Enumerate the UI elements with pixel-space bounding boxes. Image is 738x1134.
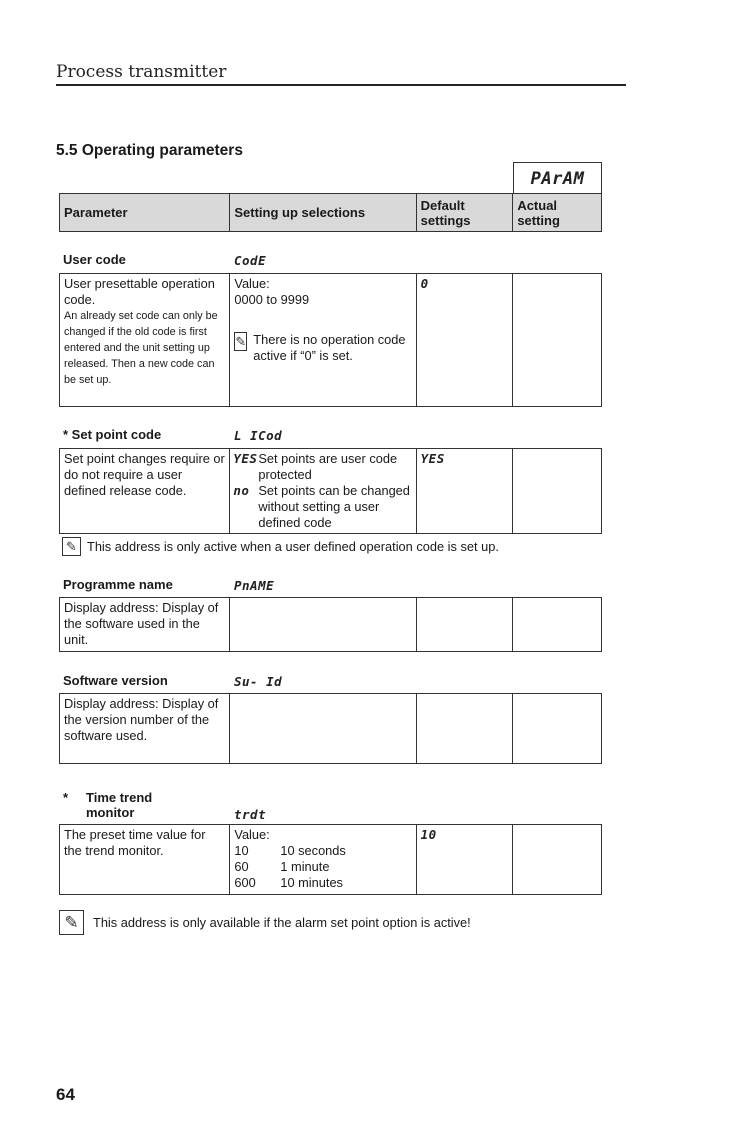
software-version-description: Display address: Display of the version number of the software used. <box>60 694 230 763</box>
header-actual: Actual setting <box>517 197 560 228</box>
set-point-code-note <box>62 537 499 556</box>
programme-name-row <box>59 597 602 652</box>
software-version-label-row <box>59 673 602 691</box>
table-header <box>59 193 602 232</box>
set-point-code-description: Set point changes require or do not require a user defined release code. <box>60 449 230 533</box>
user-code-default: 0 <box>417 274 514 406</box>
time-trend-value-row: 10 10 seconds <box>234 843 346 858</box>
option-no <box>233 483 415 531</box>
time-trend-display-code: trdt <box>234 807 267 822</box>
option-no-text: Set points can be changed without setting a user defined code <box>258 483 410 530</box>
section-title: 5.5 Operating parameters <box>56 142 243 159</box>
programme-name-display-code: PnAME <box>234 578 275 593</box>
time-trend-star: * <box>63 790 69 805</box>
time-trend-actual <box>513 825 601 894</box>
user-code-setting <box>230 274 416 406</box>
option-no-key: no <box>233 483 250 498</box>
note-pencil-icon: ✎ <box>59 910 84 935</box>
set-point-code-row <box>59 448 602 534</box>
time-trend-setting <box>230 825 416 894</box>
param-tag-code: PArAM <box>530 168 585 189</box>
option-yes-key: YES <box>233 451 258 466</box>
time-trend-default: 10 <box>417 825 514 894</box>
footer-note <box>59 910 471 935</box>
user-code-label: User code <box>63 252 126 267</box>
programme-name-label: Programme name <box>63 577 173 592</box>
user-code-value-range: 0000 to 9999 <box>234 292 310 307</box>
user-code-label-row <box>59 252 602 270</box>
software-version-label: Software version <box>63 673 168 688</box>
time-trend-value-row: 60 1 minute <box>234 859 330 874</box>
programme-name-setting <box>230 598 416 651</box>
time-trend-label <box>59 790 230 824</box>
running-head: Process transmitter <box>56 62 227 82</box>
note-pencil-icon: ✎ <box>235 334 247 349</box>
user-code-note: There is no operation code active if “0” is set. <box>253 332 406 363</box>
programme-name-label-row <box>59 577 602 595</box>
set-point-code-default: YES <box>417 449 514 533</box>
param-tag <box>513 162 602 194</box>
time-trend-description: The preset time value for the trend monitor. <box>60 825 230 894</box>
programme-name-description: Display address: Display of the software used in the unit. <box>60 598 230 651</box>
user-code-value-label: Value: <box>234 276 270 291</box>
software-version-actual <box>513 694 601 763</box>
page-number: 64 <box>56 1085 75 1104</box>
set-point-code-setting <box>230 449 416 533</box>
user-code-display-code: CodE <box>234 253 267 268</box>
set-point-code-actual <box>513 449 601 533</box>
user-code-desc-small: An already set code can only be changed if the old code is first entered and the unit setting up released. Then a new code can be set up. <box>64 310 218 386</box>
header-rule <box>56 84 626 86</box>
time-trend-value-label: Value: <box>234 827 270 842</box>
time-trend-row <box>59 824 602 895</box>
option-yes-text: Set points are user code protected <box>258 451 398 482</box>
footer-note-text: This address is only available if the alarm set point option is active! <box>93 915 471 930</box>
software-version-setting <box>230 694 416 763</box>
user-code-desc-main: User presettable operation code. <box>64 276 215 307</box>
header-parameter: Parameter <box>60 194 230 231</box>
set-point-code-display-code: L ICod <box>234 428 283 443</box>
set-point-code-label: * Set point code <box>63 427 162 442</box>
time-trend-label-line2: monitor <box>86 805 135 820</box>
option-yes <box>233 451 415 483</box>
time-trend-label-row <box>59 790 602 824</box>
user-code-description <box>60 274 230 406</box>
programme-name-default <box>417 598 514 651</box>
time-trend-label-line1: Time trend <box>86 790 153 805</box>
header-setting: Setting up selections <box>230 194 416 231</box>
software-version-default <box>417 694 514 763</box>
set-point-code-note-text: This address is only active when a user defined operation code is set up. <box>87 539 499 554</box>
set-point-code-label-row <box>59 427 602 445</box>
user-code-row <box>59 273 602 407</box>
note-pencil-icon: ✎ <box>62 537 81 556</box>
programme-name-actual <box>513 598 601 651</box>
user-code-actual <box>513 274 601 406</box>
time-trend-value-row: 600 10 minutes <box>234 875 343 890</box>
software-version-row <box>59 693 602 764</box>
software-version-display-code: Su- Id <box>234 674 283 689</box>
header-default: Default settings <box>417 194 514 231</box>
